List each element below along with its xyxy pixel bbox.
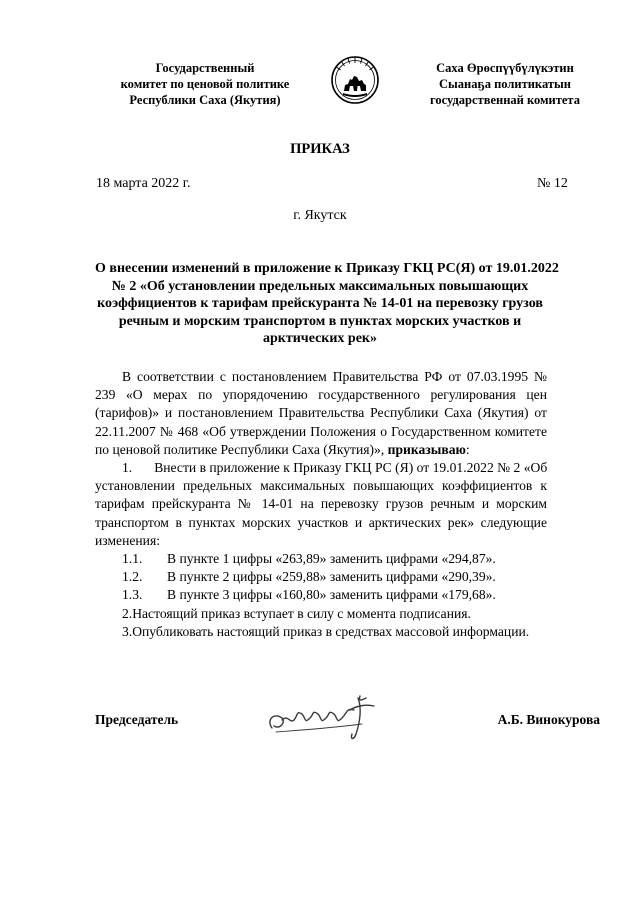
preamble-text: В соответствии с постановлением Правительства РФ от 07.03.1995 № 239 «О мерах по упорядочению государственного регулирования цен (тарифов)» и постановлением Правительства Республики Саха (Якутия) от 22.11.2007 № 468 «Об утверждении Положения о Государственном комитете по ценовой политике Республики Саха (Якутия)», (95, 369, 547, 457)
document-body (95, 368, 547, 641)
subitem-number: 1.2. (122, 569, 143, 585)
subitem-1-1 (95, 550, 547, 568)
document-date: 18 марта 2022 г. (96, 176, 191, 191)
title-line: речным и морским транспортом в пунктах морских участков и (118, 313, 522, 329)
title-line: № 2 «Об установлении предельных максимальных повышающих (111, 278, 529, 294)
signature-role: Председатель (95, 712, 179, 727)
document-type: ПРИКАЗ (290, 141, 350, 157)
item-1-rest: установлении предельных максимальных повышающих коэффициентов к тарифам прейскуранта № 14-01 на перевозку грузов речным и морским транспортом в пунктах морских участков и арктических рек» следующие изменения: (95, 478, 547, 548)
handwritten-signature (262, 690, 382, 745)
subitem-number: 1.1. (122, 551, 143, 567)
item-1-first-line (95, 459, 547, 477)
subitem-text: В пункте 3 цифры «160,80» заменить цифрами «179,68». (167, 587, 496, 603)
item-3: 3.Опубликовать настоящий приказ в средствах массовой информации. (122, 623, 530, 639)
header-left-line: комитет по ценовой политике (120, 77, 290, 91)
header-right-line: Саха Өрөспүүбүлүкэтин (436, 61, 574, 75)
subitem-text: В пункте 2 цифры «259,88» заменить цифрами «290,39». (167, 569, 496, 585)
signature-name: А.Б. Винокурова (497, 712, 600, 727)
item-2: 2.Настоящий приказ вступает в силу с момента подписания. (122, 605, 471, 621)
title-line: О внесении изменений в приложение к Приказу ГКЦ РС(Я) от 19.01.2022 (95, 261, 559, 276)
subitem-number: 1.3. (122, 587, 143, 603)
item-1-number: 1. (122, 460, 133, 476)
coat-of-arms-sakha-icon (330, 55, 380, 105)
preamble-order-word: приказываю (387, 441, 466, 457)
header-right-line: государственнай комитета (430, 93, 580, 107)
header-right-line: Сыанаҕа политикатын (439, 77, 571, 91)
document-city: г. Якутск (293, 208, 347, 223)
preamble-paragraph (95, 368, 547, 459)
header-right-org (400, 60, 610, 108)
subitem-1-2 (95, 568, 547, 586)
preamble-colon: : (465, 441, 470, 457)
subitem-text: В пункте 1 цифры «263,89» заменить цифрами «294,87». (167, 551, 496, 567)
item-1-first-text: Внести в приложение к Приказу ГКЦ РС (Я) от 19.01.2022 № 2 «Об (154, 460, 548, 476)
header-left-line: Республики Саха (Якутия) (129, 93, 281, 107)
title-line: коэффициентов к тарифам прейскуранта № 14-01 на перевозку грузов (97, 296, 543, 311)
title-line: арктических рек» (263, 331, 377, 346)
subitem-1-3 (95, 586, 547, 604)
document-number: № 12 (537, 176, 568, 191)
header-left-line: Государственный (155, 61, 255, 75)
header-left-org (100, 60, 310, 108)
document-title (95, 260, 559, 348)
